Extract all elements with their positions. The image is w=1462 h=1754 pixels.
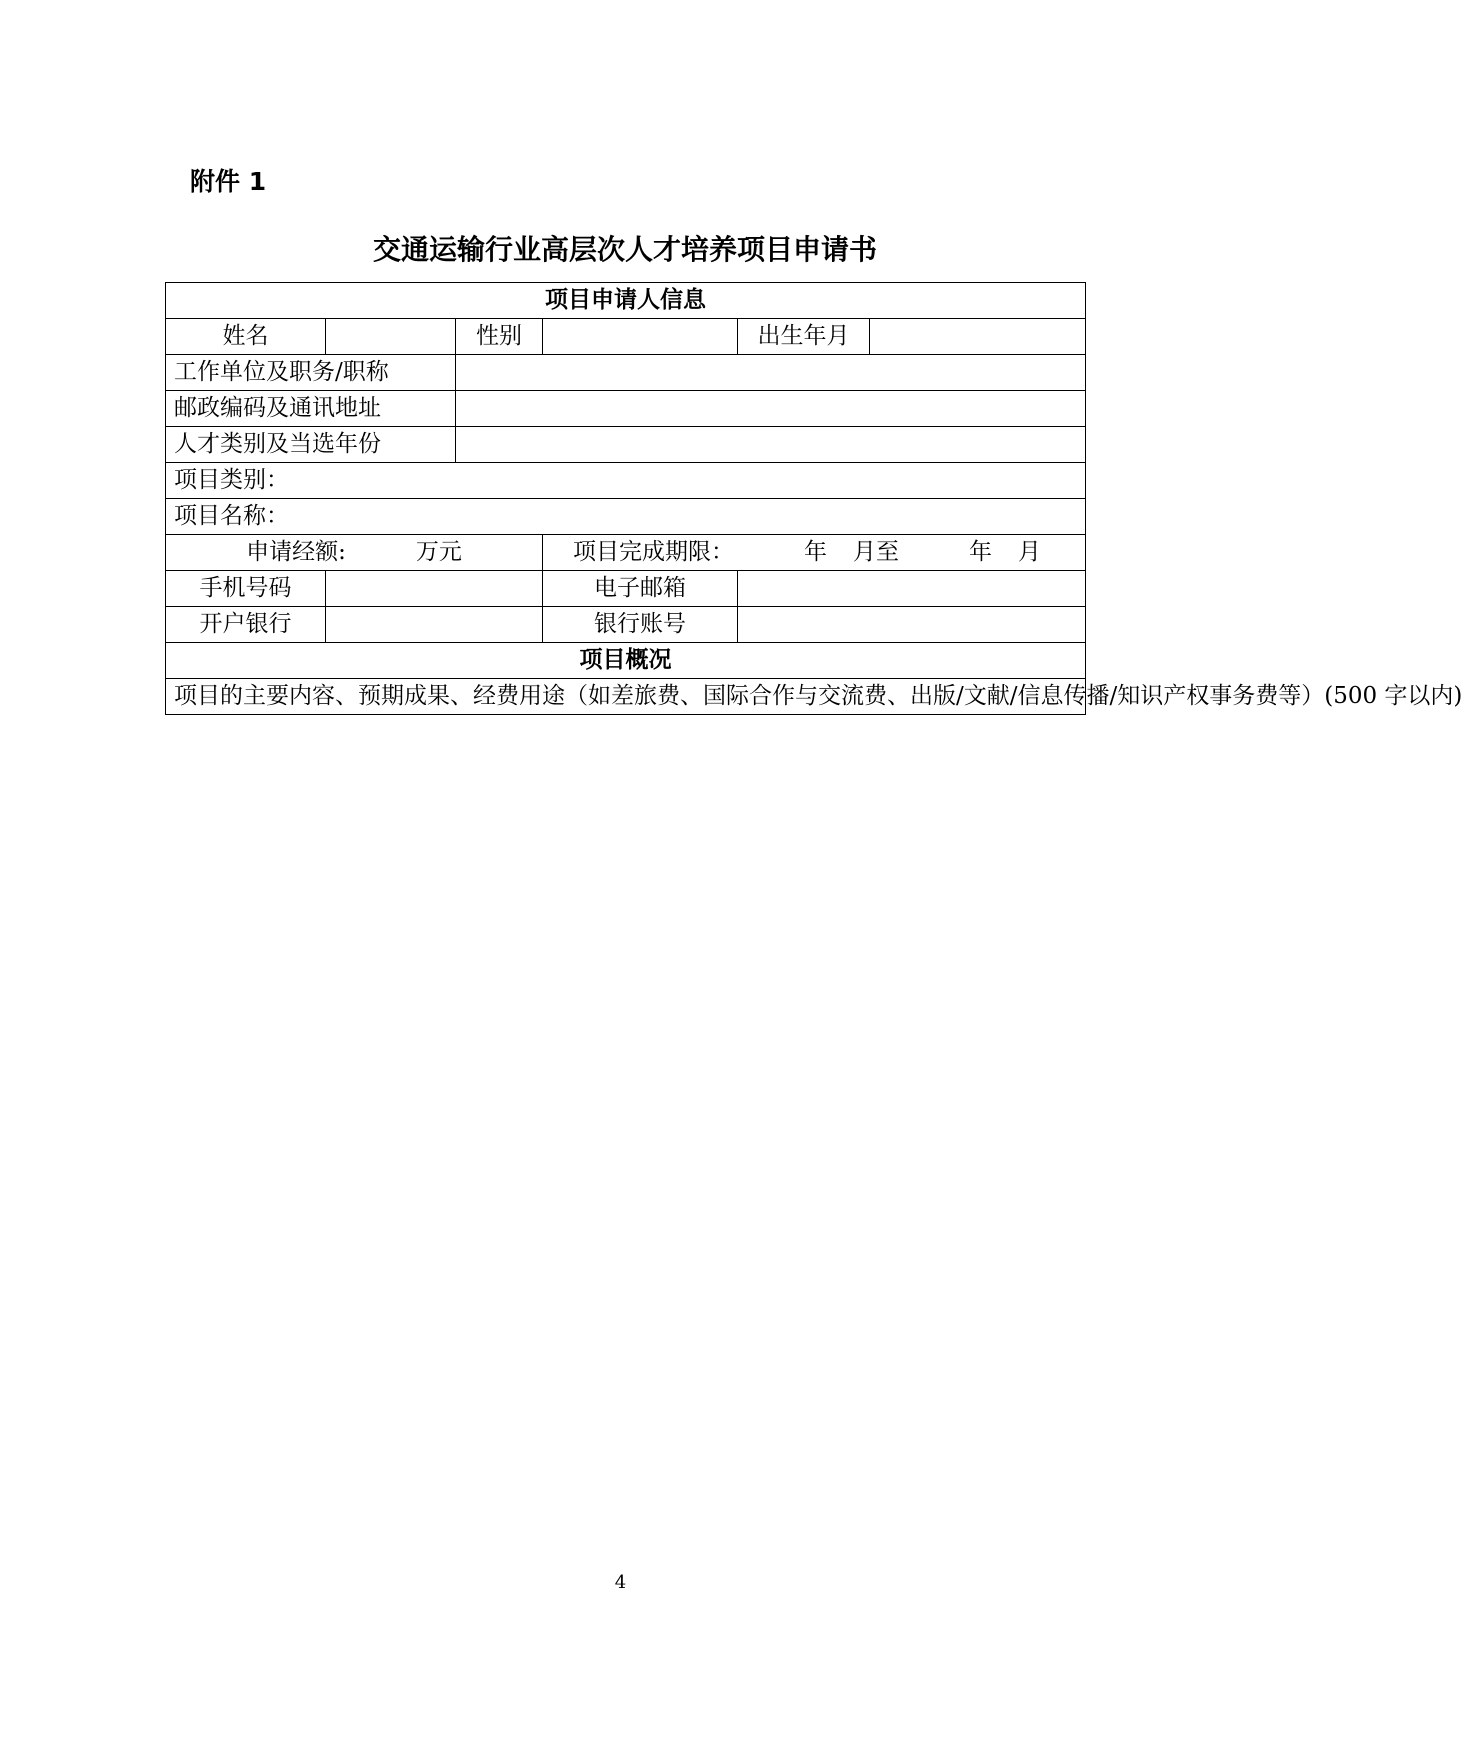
- bank-field[interactable]: [326, 607, 543, 643]
- applicant-info-header: 项目申请人信息: [166, 283, 1086, 319]
- deadline-field[interactable]: [543, 535, 1086, 571]
- project-overview-instructions: 项目的主要内容、预期成果、经费用途（如差旅费、国际合作与交流费、出版/文献/信息传播/知识产权事务费等）(500 字以内): [174, 683, 1462, 709]
- gender-field[interactable]: [543, 319, 738, 355]
- talent-category-field[interactable]: [456, 427, 1086, 463]
- project-overview-field[interactable]: [166, 679, 1462, 715]
- attachment-label: 附件 1: [190, 167, 267, 196]
- funding-field[interactable]: [166, 535, 543, 571]
- deadline-year-2: 年: [969, 539, 992, 565]
- phone-label: 手机号码: [166, 571, 326, 607]
- email-label: 电子邮箱: [543, 571, 738, 607]
- birth-date-label: 出生年月: [738, 319, 870, 355]
- phone-field[interactable]: [326, 571, 543, 607]
- project-category-field[interactable]: [166, 463, 1086, 499]
- gender-label: 性别: [456, 319, 543, 355]
- name-label: 姓名: [166, 319, 326, 355]
- project-name-field[interactable]: [166, 499, 1086, 535]
- deadline-month-to: 月至: [853, 539, 899, 565]
- talent-category-label: 人才类别及当选年份: [166, 427, 456, 463]
- deadline-year: 年: [804, 539, 827, 565]
- birth-date-field[interactable]: [870, 319, 1086, 355]
- bank-account-field[interactable]: [738, 607, 1086, 643]
- employer-title-label: 工作单位及职务/职称: [166, 355, 456, 391]
- bank-account-label: 银行账号: [543, 607, 738, 643]
- page-number: 4: [614, 1572, 627, 1593]
- project-overview-header: 项目概况: [166, 643, 1086, 679]
- deadline-label: 项目完成期限：: [573, 539, 734, 565]
- application-form: [165, 282, 1462, 715]
- project-category-label: 项目类别：: [174, 467, 289, 493]
- postal-address-label: 邮政编码及通讯地址: [166, 391, 456, 427]
- project-name-label: 项目名称：: [174, 503, 289, 529]
- funding-label: 申请经额:: [246, 539, 346, 565]
- employer-title-field[interactable]: [456, 355, 1086, 391]
- funding-unit: 万元: [415, 539, 462, 565]
- deadline-month: 月: [1018, 539, 1041, 565]
- email-field[interactable]: [738, 571, 1086, 607]
- document-title: 交通运输行业高层次人才培养项目申请书: [372, 233, 877, 266]
- name-field[interactable]: [326, 319, 456, 355]
- bank-label: 开户银行: [166, 607, 326, 643]
- postal-address-field[interactable]: [456, 391, 1086, 427]
